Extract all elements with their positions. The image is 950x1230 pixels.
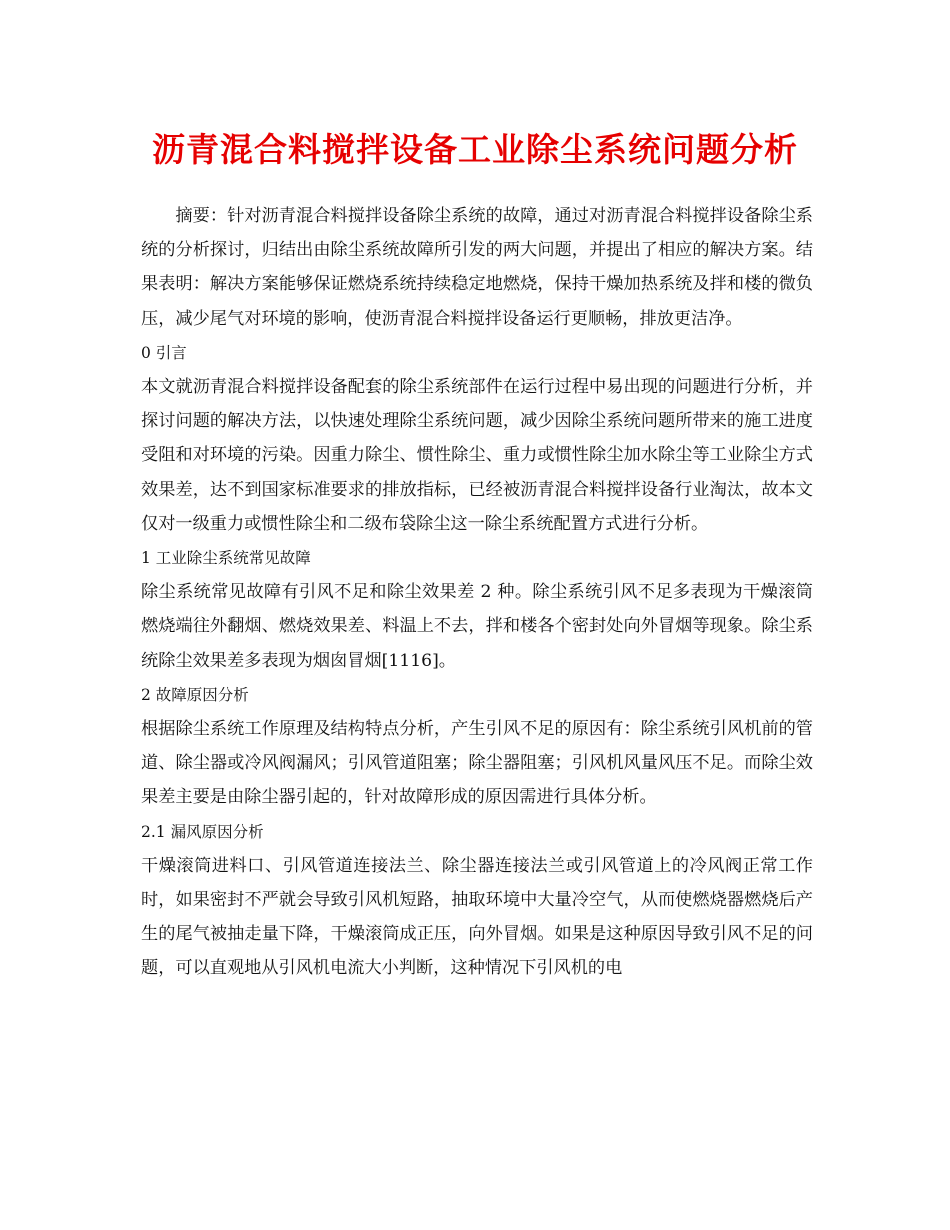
section-0-paragraph: 本文就沥青混合料搅拌设备配套的除尘系统部件在运行过程中易出现的问题进行分析，并探讨问题的解决方法，以快速处理除尘系统问题，减少因除尘系统问题所带来的施工进度受阻和对环境的污染。因重力除尘、惯性除尘、重力或惯性除尘加水除尘等工业除尘方式效果差，达不到国家标准要求的排放指标，已经被沥青混合料搅拌设备行业淘汰，故本文仅对一级重力或惯性除尘和二级布袋除尘这一除尘系统配置方式进行分析。	[141, 377, 813, 534]
section-2-paragraph: 根据除尘系统工作原理及结构特点分析，产生引风不足的原因有：除尘系统引风机前的管道、除尘器或冷风阀漏风；引风管道阻塞；除尘器阻塞；引风机风量风压不足。而除尘效果差主要是由除尘器引起的，针对故障形成的原因需进行具体分析。	[141, 719, 813, 808]
section-1-heading: 1 工业除尘系统常见故障	[141, 549, 311, 568]
section-0-heading: 0 引言	[141, 343, 187, 362]
section-2-1-heading: 2.1 漏风原因分析	[141, 822, 264, 841]
section-1-paragraph: 除尘系统常见故障有引风不足和除尘效果差 2 种。除尘系统引风不足多表现为干燥滚筒燃烧端往外翻烟、燃烧效果差、料温上不去，拌和楼各个密封处向外冒烟等现象。除尘系统除尘效果差多表现为烟囱冒烟[1116]。	[141, 582, 813, 671]
document-body	[141, 199, 813, 986]
document-title: 沥青混合料搅拌设备工业除尘系统问题分析	[152, 130, 798, 169]
section-2-heading: 2 故障原因分析	[141, 685, 249, 704]
section-2-1-paragraph: 干燥滚筒进料口、引风管道连接法兰、除尘器连接法兰或引风管道上的冷风阀正常工作时，如果密封不严就会导致引风机短路，抽取环境中大量冷空气，从而使燃烧器燃烧后产生的尾气被抽走量下降，干燥滚筒成正压，向外冒烟。如果是这种原因导致引风不足的问题，可以直观地从引风机电流大小判断，这种情况下引风机的电	[141, 855, 813, 979]
abstract-paragraph: 摘要：针对沥青混合料搅拌设备除尘系统的故障，通过对沥青混合料搅拌设备除尘系统的分析探讨，归结出由除尘系统故障所引发的两大问题，并提出了相应的解决方案。结果表明：解决方案能够保证燃烧系统持续稳定地燃烧，保持干燥加热系统及拌和楼的微负压，减少尾气对环境的影响，使沥青混合料搅拌设备运行更顺畅，排放更洁净。	[141, 206, 813, 329]
